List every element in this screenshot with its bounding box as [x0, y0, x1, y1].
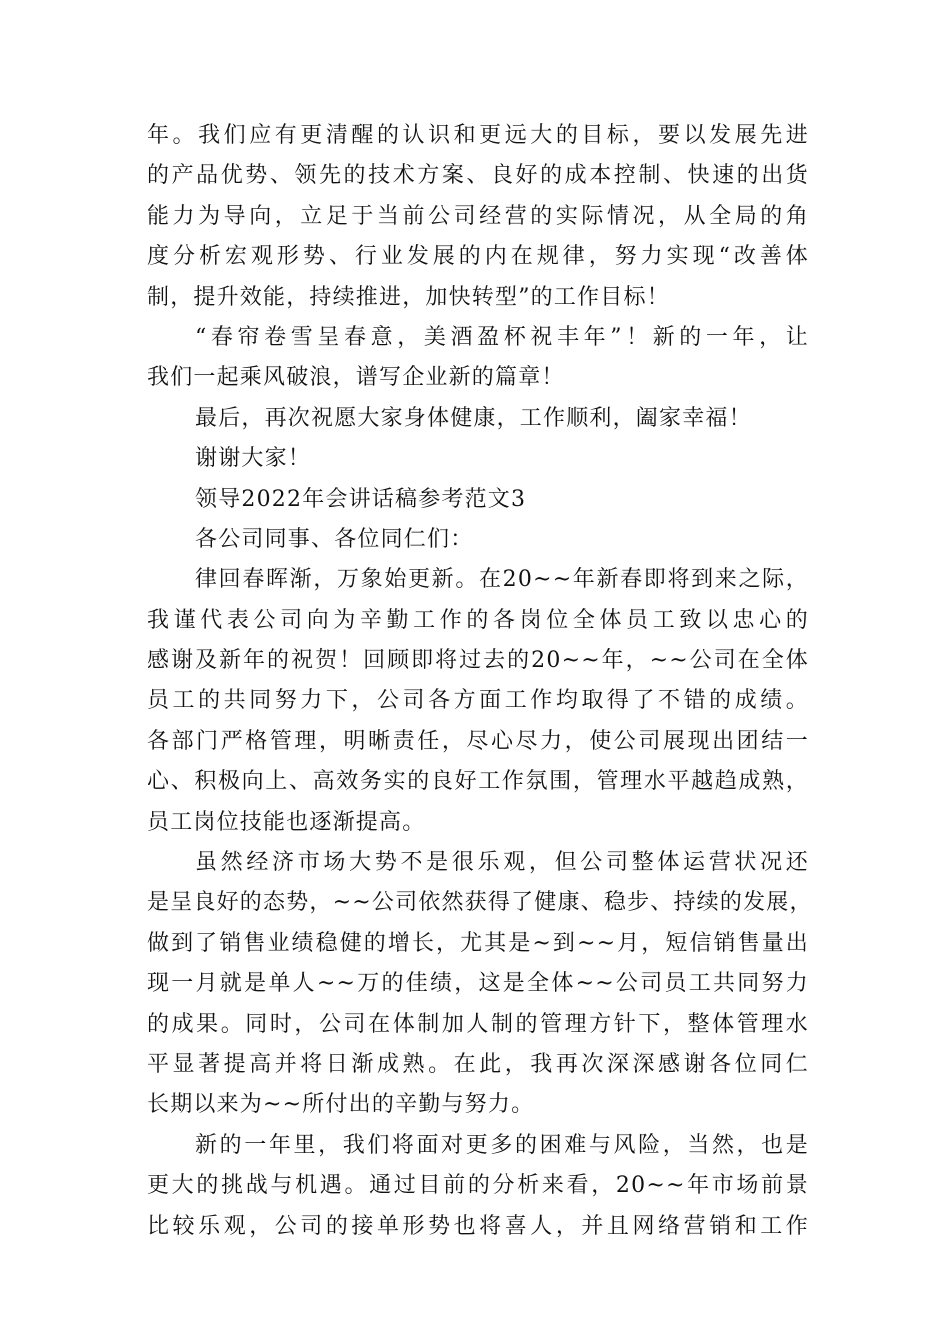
- text-line: 能力为导向，立足于当前公司经营的实际情况，从全局的角: [147, 203, 809, 229]
- text-line: 各公司同事、各位同仁们：: [195, 526, 474, 552]
- text-line: 制，提升效能，持续推进，加快转型”的工作目标！: [147, 284, 670, 310]
- text-line: 员工的共同努力下，公司各方面工作均取得了不错的成绩。: [147, 688, 809, 714]
- text-line: 更大的挑战与机遇。通过目前的分析来看，20~~年市场前景: [147, 1173, 809, 1199]
- text-line: 现一月就是单人~~万的佳绩，这是全体~~公司员工共同努力: [147, 971, 809, 997]
- text-line: 虽然经济市场大势不是很乐观，但公司整体运营状况还: [195, 850, 809, 876]
- text-line: 的产品优势、领先的技术方案、良好的成本控制、快速的出货: [147, 163, 809, 189]
- text-line: 的成果。同时，公司在体制加人制的管理方针下，整体管理水: [147, 1011, 809, 1037]
- text-line: 心、积极向上、高效务实的良好工作氛围，管理水平越趋成熟，: [147, 769, 809, 795]
- text-line: 我谨代表公司向为辛勤工作的各岗位全体员工致以忠心的: [147, 607, 809, 633]
- text-line: 谢谢大家！: [195, 446, 312, 472]
- text-line: 度分析宏观形势、行业发展的内在规律，努力实现“改善体: [147, 244, 809, 270]
- text-line: “春帘卷雪呈春意，美酒盈杯祝丰年”！新的一年，让: [195, 324, 809, 350]
- text-line: 长期以来为~~所付出的辛勤与努力。: [147, 1092, 535, 1118]
- text-line: 律回春晖渐，万象始更新。在20~~年新春即将到来之际，: [195, 567, 809, 593]
- text-line: 新的一年里，我们将面对更多的困难与风险，当然，也是: [195, 1132, 809, 1158]
- text-line: 我们一起乘风破浪，谱写企业新的篇章！: [147, 365, 565, 391]
- text-line: 做到了销售业绩稳健的增长，尤其是~到~~月，短信销售量出: [147, 930, 809, 956]
- text-line: 各部门严格管理，明晰责任，尽心尽力，使公司展现出团结一: [147, 728, 809, 754]
- text-line: 领导2022年会讲话稿参考范文3: [195, 486, 527, 512]
- text-line: 最后，再次祝愿大家身体健康，工作顺利，阖家幸福！: [195, 405, 752, 431]
- text-line: 平显著提高并将日渐成熟。在此，我再次深深感谢各位同仁: [147, 1051, 809, 1077]
- text-line: 感谢及新年的祝贺！回顾即将过去的20~~年，~~公司在全体: [147, 648, 809, 674]
- text-line: 员工岗位技能也逐渐提高。: [147, 809, 426, 835]
- text-line: 是呈良好的态势，~~公司依然获得了健康、稳步、持续的发展，: [147, 890, 813, 916]
- text-line: 比较乐观，公司的接单形势也将喜人，并且网络营销和工作: [147, 1213, 809, 1239]
- document-body: [147, 116, 813, 1247]
- text-line: 年。我们应有更清醒的认识和更远大的目标，要以发展先进: [147, 123, 809, 148]
